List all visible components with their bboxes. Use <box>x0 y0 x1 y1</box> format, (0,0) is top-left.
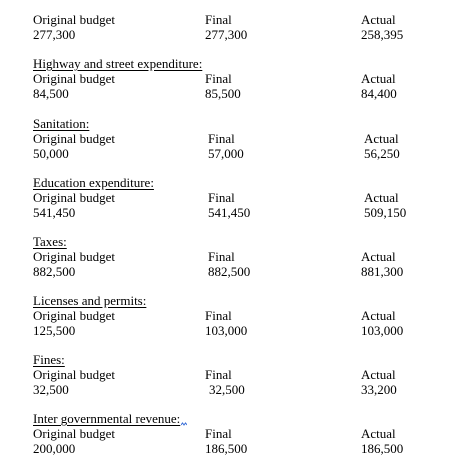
final-value: 186,500 <box>205 441 248 456</box>
actual-value: 33,200 <box>361 382 397 397</box>
original-budget-cell <box>33 12 115 42</box>
final-label: Final <box>205 367 232 382</box>
original-budget-cell <box>33 71 115 101</box>
final-cell <box>205 308 247 338</box>
original-budget-value: 84,500 <box>33 86 69 101</box>
actual-cell <box>361 308 403 338</box>
budget-row <box>0 249 467 279</box>
actual-cell <box>361 426 403 456</box>
final-cell <box>205 71 241 101</box>
budget-row <box>0 367 467 397</box>
original-budget-label: Original budget <box>33 71 115 86</box>
actual-cell <box>361 12 403 42</box>
final-cell <box>205 426 247 456</box>
final-cell <box>205 367 245 397</box>
actual-label: Actual <box>361 71 396 86</box>
actual-value: 56,250 <box>364 146 400 161</box>
original-budget-label: Original budget <box>33 12 115 27</box>
original-budget-label: Original budget <box>33 190 115 205</box>
original-budget-value: 277,300 <box>33 27 76 42</box>
section-heading: Fines: <box>33 352 65 367</box>
actual-value: 881,300 <box>361 264 404 279</box>
budget-row <box>0 190 467 220</box>
actual-label: Actual <box>361 308 396 323</box>
actual-label: Actual <box>361 249 396 264</box>
actual-value: 258,395 <box>361 27 404 42</box>
actual-cell <box>361 71 397 101</box>
final-value: 57,000 <box>208 146 244 161</box>
final-cell <box>208 190 250 220</box>
original-budget-cell <box>33 308 115 338</box>
original-budget-label: Original budget <box>33 367 115 382</box>
original-budget-value: 50,000 <box>33 146 69 161</box>
budget-row <box>0 131 467 161</box>
original-budget-label: Original budget <box>33 249 115 264</box>
final-cell <box>208 249 250 279</box>
actual-label: Actual <box>364 131 399 146</box>
original-budget-cell <box>33 190 115 220</box>
actual-label: Actual <box>361 367 396 382</box>
section-heading: Taxes: <box>33 234 67 249</box>
original-budget-value: 32,500 <box>33 382 69 397</box>
final-value: 277,300 <box>205 27 248 42</box>
actual-value: 103,000 <box>361 323 404 338</box>
final-label: Final <box>208 190 235 205</box>
original-budget-value: 882,500 <box>33 264 76 279</box>
original-budget-label: Original budget <box>33 308 115 323</box>
final-label: Final <box>205 71 232 86</box>
actual-cell <box>364 131 400 161</box>
final-label: Final <box>205 426 232 441</box>
section-heading <box>33 411 187 426</box>
actual-cell <box>361 367 397 397</box>
final-label: Final <box>205 308 232 323</box>
budget-row <box>0 71 467 101</box>
original-budget-label: Original budget <box>33 131 115 146</box>
actual-cell <box>361 249 403 279</box>
section-heading-text: Inter governmental revenue: <box>33 411 181 426</box>
section-heading: Sanitation: <box>33 116 90 131</box>
final-label: Final <box>208 131 235 146</box>
section-heading: Highway and street expenditure: <box>33 56 203 71</box>
original-budget-cell <box>33 367 115 397</box>
final-label: Final <box>208 249 235 264</box>
actual-label: Actual <box>361 426 396 441</box>
original-budget-value: 541,450 <box>33 205 76 220</box>
actual-cell <box>364 190 406 220</box>
original-budget-value: 200,000 <box>33 441 76 456</box>
final-value: 103,000 <box>205 323 248 338</box>
original-budget-cell <box>33 426 115 456</box>
actual-value: 84,400 <box>361 86 397 101</box>
budget-row <box>0 12 467 42</box>
section-heading: Licenses and permits: <box>33 293 147 308</box>
original-budget-label: Original budget <box>33 426 115 441</box>
budget-row <box>0 308 467 338</box>
actual-label: Actual <box>364 190 399 205</box>
original-budget-cell <box>33 249 115 279</box>
final-value: 541,450 <box>208 205 251 220</box>
final-value: 882,500 <box>208 264 251 279</box>
final-label: Final <box>205 12 232 27</box>
section-heading: Education expenditure: <box>33 175 154 190</box>
actual-value: 186,500 <box>361 441 404 456</box>
actual-label: Actual <box>361 12 396 27</box>
final-value: 85,500 <box>205 86 241 101</box>
final-cell <box>208 131 244 161</box>
original-budget-cell <box>33 131 115 161</box>
original-budget-value: 125,500 <box>33 323 76 338</box>
final-cell <box>205 12 247 42</box>
actual-value: 509,150 <box>364 205 407 220</box>
budget-row <box>0 426 467 456</box>
final-value: 32,500 <box>209 382 245 397</box>
